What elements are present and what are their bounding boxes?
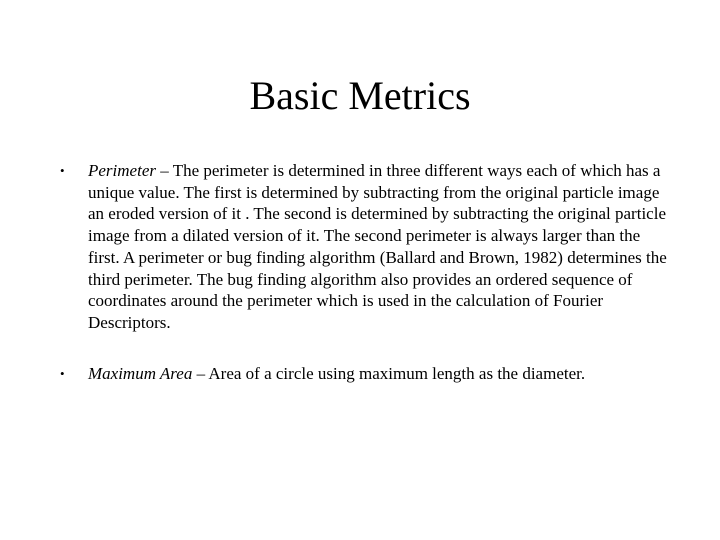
slide-title: Basic Metrics (249, 73, 471, 118)
bullet-text (88, 363, 668, 385)
bullet-description: The perimeter is determined in three different ways each of which has a unique value. The first is determined by subtracting from the original particle image an eroded version of it . The second is determined by subtracting the original particle image from a dilated version of it. The second perimeter is always larger than the first. A perimeter or bug finding algorithm (Ballard and Brown, 1982) determines the third perimeter. The bug finding algorithm also provides an ordered sequence of coordinates around the perimeter which is used in the calculation of Fourier Descriptors. (88, 161, 667, 332)
bullet-term: Perimeter (88, 161, 156, 180)
bullet-marker: • (60, 163, 65, 178)
bullet-term: Maximum Area (88, 364, 193, 383)
bullet-text (88, 160, 668, 334)
bullet-description: Area of a circle using maximum length as the diameter. (208, 364, 586, 383)
bullet-separator: – (155, 161, 173, 180)
bullet-marker: • (60, 366, 65, 381)
bullet-separator: – (192, 364, 209, 383)
